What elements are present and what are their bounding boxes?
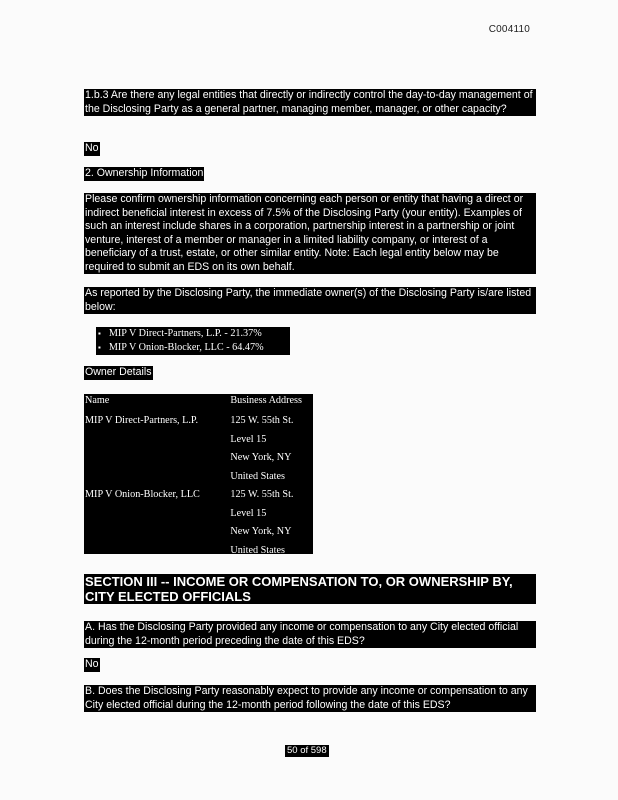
address-line: 125 W. 55th St.: [230, 489, 294, 500]
answer-a: No: [85, 658, 99, 670]
owner-details-label: Owner Details: [85, 366, 152, 378]
table-row: [84, 486, 313, 560]
document-id: C004110: [488, 24, 530, 35]
list-item: ▪ MIP V Onion-Blocker, LLC - 64.47%: [98, 341, 290, 355]
owner-name: MIP V Direct-Partners, L.P.: [85, 415, 198, 426]
question-a: A. Has the Disclosing Party provided any income or compensation to any City elected official during the 12-month period preceding the date of this EDS?: [84, 621, 536, 648]
address-line: Level 15: [230, 433, 267, 445]
owner-address: [230, 486, 313, 560]
question-b: B. Does the Disclosing Party reasonably expect to provide any income or compensation to any City elected official during the 12-month period following the date of this EDS?: [84, 685, 536, 712]
owner-address: [230, 412, 313, 486]
section-3-title: SECTION III -- INCOME OR COMPENSATION TO, OR OWNERSHIP BY, CITY ELECTED OFFICIALS: [84, 574, 536, 604]
address-line: 125 W. 55th St.: [230, 415, 294, 426]
address-line: United States: [230, 544, 285, 556]
header-name: Name: [85, 395, 110, 406]
ownership-paragraph-2: As reported by the Disclosing Party, the immediate owner(s) of the Disclosing Party is/are listed below:: [84, 287, 536, 314]
header-business-address: Business Address: [230, 395, 302, 406]
list-item: ▪ MIP V Direct-Partners, L.P. - 21.37%: [98, 327, 290, 341]
address-line: New York, NY: [230, 526, 292, 537]
owner-details-table: [84, 394, 313, 554]
address-line: Level 15: [230, 507, 267, 519]
table-row: [84, 412, 313, 486]
address-line: New York, NY: [230, 452, 292, 463]
question-1b3: 1.b.3 Are there any legal entities that directly or indirectly control the day-to-day management of the Disclosing Party as a general partner, managing member, manager, or other capacity?: [84, 89, 536, 116]
address-line: United States: [230, 470, 285, 482]
ownership-paragraph-1: Please confirm ownership information concerning each person or entity that having a direct or indirect beneficial interest in excess of 7.5% of the Disclosing Party (your entity). Examples of such an interest include shares in a corporation, partnership interest in a partnership or joint venture, interest of a member or manager in a limited liability company, or interest of a beneficiary of a trust, estate, or other similar entity. Note: Each legal entity below may be required to submit an EDS on its own behalf.: [84, 193, 536, 274]
table-header: [84, 394, 313, 412]
section-2-title: 2. Ownership Information: [85, 167, 204, 179]
answer-1b3: No: [85, 142, 99, 154]
owners-list: [96, 327, 290, 355]
page-number: 50 of 598: [287, 745, 327, 756]
owner-name: MIP V Onion-Blocker, LLC: [85, 489, 200, 500]
